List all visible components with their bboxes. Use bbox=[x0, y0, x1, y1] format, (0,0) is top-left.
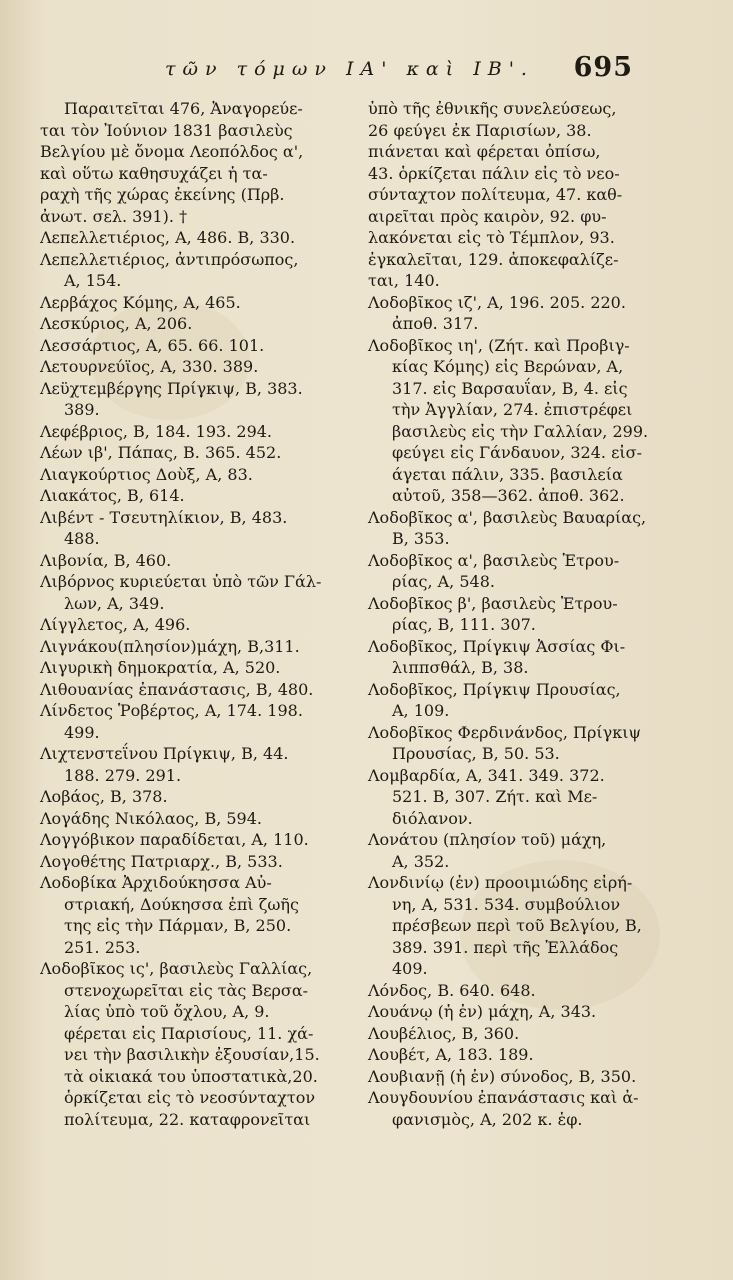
index-line: Προυσίας, Β, 50. 53. bbox=[392, 744, 560, 763]
index-line: βασιλεὺς εἰς τὴν Γαλλίαν, 299. bbox=[392, 421, 649, 441]
index-line: στενοχωρεῖται εἰς τὰς Βερσα- bbox=[64, 980, 309, 1000]
index-line: 499. bbox=[64, 722, 100, 742]
index-line: Α, 352. bbox=[392, 851, 450, 871]
index-line: Λοβάος, Β, 378. bbox=[40, 787, 168, 806]
index-line: Λίγγλετος, Α, 496. bbox=[40, 615, 191, 634]
index-line: Λουάνῳ (ἡ ἐν) μάχη, Α, 343. bbox=[368, 1002, 597, 1021]
index-line: τὰ οἰκιακά του ὑποστατικὰ,20. bbox=[64, 1066, 318, 1086]
index-line: της εἰς τὴν Πάρμαν, Β, 250. bbox=[64, 916, 292, 935]
index-line: Α, 154. bbox=[64, 271, 122, 290]
index-line: Λοδοβῖκος α', βασιλεὺς Βαυαρίας, bbox=[368, 507, 647, 527]
index-line: κίας Κόμης) εἰς Βερώναν, Α, bbox=[392, 357, 624, 376]
index-line: 409. bbox=[392, 959, 428, 978]
index-line: τὴν Ἀγγλίαν, 274. ἐπιστρέφει bbox=[392, 400, 633, 419]
index-line: Λογοθέτης Πατριαρχ., Β, 533. bbox=[40, 851, 283, 871]
index-line: ὑπὸ τῆς ἐθνικῆς συνελεύσεως, bbox=[368, 99, 617, 118]
page-header bbox=[0, 52, 733, 92]
index-line: 389. bbox=[64, 400, 100, 419]
index-line: Λιχτενστεΐνου Πρίγκιψ, Β, 44. bbox=[40, 744, 289, 763]
index-line: 317. εἰς Βαρσαυΐαν, Β, 4. εἰς bbox=[392, 378, 628, 398]
index-line: Λεϋχτεμβέργης Πρίγκιψ, Β, 383. bbox=[40, 378, 303, 398]
index-line: Λιβέντ - Τσευτηλίκιον, Β, 483. bbox=[40, 507, 288, 527]
index-line: πιάνεται καὶ φέρεται ὀπίσω, bbox=[368, 142, 601, 161]
index-line: Λεσκύριος, Α, 206. bbox=[40, 314, 193, 333]
index-line: Λοδοβῖκος, Πρίγκιψ Προυσίας, bbox=[368, 679, 621, 699]
index-line: νη, Α, 531. 534. συμβούλιον bbox=[392, 894, 621, 914]
index-line: αιρεῖται πρὸς καιρὸν, 92. φυ- bbox=[368, 206, 607, 226]
index-line: Λιβονία, Β, 460. bbox=[40, 550, 172, 570]
index-line: Λοδοβίκα Ἀρχιδούκησσα Αὐ- bbox=[40, 873, 272, 892]
index-column-right bbox=[368, 98, 668, 1130]
index-line: Λογγόβικον παραδίδεται, Α, 110. bbox=[40, 830, 309, 849]
index-line: Βελγίου μὲ ὄνομα Λεοπόλδος α', bbox=[40, 142, 304, 161]
index-line: ται, 140. bbox=[368, 271, 440, 290]
index-line: λίας ὑπὸ τοῦ ὄχλου, Α, 9. bbox=[64, 1002, 270, 1021]
index-line: Λουβέτ, Α, 183. 189. bbox=[368, 1045, 534, 1064]
index-line: αὐτοῦ, 358—362. ἀποθ. 362. bbox=[392, 486, 625, 505]
index-line: Λετουρνεύϊος, Α, 330. 389. bbox=[40, 357, 259, 376]
index-line: ραχὴ τῆς χώρας ἐκείνης (Πρβ. bbox=[40, 185, 285, 204]
index-line: πρέσβεων περὶ τοῦ Βελγίου, Β, bbox=[392, 916, 642, 935]
index-line: Λοδοβῖκος Φερδινάνδος, Πρίγκιψ bbox=[368, 722, 642, 742]
running-title: τῶν τόμων ΙΑ' καὶ ΙΒ'. bbox=[165, 58, 534, 80]
index-line: Λιαγκούρτιος Δοὺξ, Α, 83. bbox=[40, 464, 253, 484]
index-line: διόλανον. bbox=[392, 808, 473, 828]
index-line: λακόνεται εἰς τὸ Τέμπλον, 93. bbox=[368, 228, 615, 247]
index-line: στριακή, Δούκησσα ἐπὶ ζωῆς bbox=[64, 894, 299, 914]
index-line: Λιακάτος, Β, 614. bbox=[40, 486, 185, 505]
index-line: λων, Α, 349. bbox=[64, 593, 165, 613]
index-line: Λομβαρδία, Α, 341. 349. 372. bbox=[368, 765, 605, 785]
index-line: καὶ οὕτω καθησυχάζει ἡ τα- bbox=[40, 163, 268, 183]
index-line: Λιθουανίας ἐπανάστασις, Β, 480. bbox=[40, 679, 314, 699]
index-line: Λεφέβριος, Β, 184. 193. 294. bbox=[40, 421, 273, 441]
index-line: ται τὸν Ἰούνιον 1831 βασιλεὺς bbox=[40, 120, 293, 140]
index-line: ἀποθ. 317. bbox=[392, 314, 479, 333]
index-line: ἐγκαλεῖται, 129. ἀποκεφαλίζε- bbox=[368, 249, 619, 269]
index-line: Λοδοβῖκος β', βασιλεὺς Ἐτρου- bbox=[368, 593, 618, 613]
index-line: ρίας, Β, 111. 307. bbox=[392, 615, 536, 634]
index-column-left bbox=[40, 98, 340, 1130]
index-line: Λογάδης Νικόλαος, Β, 594. bbox=[40, 808, 262, 828]
index-line: νει τὴν βασιλικὴν ἐξουσίαν,15. bbox=[64, 1045, 320, 1064]
index-line: Λοδοβῖκος ις', βασιλεὺς Γαλλίας, bbox=[40, 959, 313, 978]
index-line: φανισμὸς, Α, 202 κ. ἑφ. bbox=[392, 1109, 583, 1129]
index-line: Α, 109. bbox=[392, 701, 450, 720]
index-line: 521. Β, 307. Ζήτ. καὶ Με- bbox=[392, 787, 598, 806]
index-line: Β, 353. bbox=[392, 529, 450, 548]
index-line: Λεπελλετιέριος, ἀντιπρόσωπος, bbox=[40, 249, 299, 269]
index-line: φεύγει εἰς Γάνδαυον, 324. εἰσ- bbox=[392, 443, 642, 462]
index-line: Λοδοβῖκος α', βασιλεὺς Ἐτρου- bbox=[368, 550, 620, 570]
index-line: Λοδοβῖκος, Πρίγκιψ Ἀσσίας Φι- bbox=[368, 636, 626, 656]
index-line: ὁρκίζεται εἰς τὸ νεοσύνταχτον bbox=[64, 1088, 316, 1107]
index-line: Παραιτεῖται 476, Ἀναγορεύε- bbox=[64, 99, 303, 118]
index-line: Λοδοβῖκος ιζ', Α, 196. 205. 220. bbox=[368, 292, 626, 312]
index-line: ρίας, Α, 548. bbox=[392, 572, 495, 591]
index-line: Λεσσάρτιος, Α, 65. 66. 101. bbox=[40, 335, 265, 355]
index-line: Λονάτου (πλησίον τοῦ) μάχη, bbox=[368, 830, 607, 849]
index-line: Λουβιανῇ (ἡ ἐν) σύνοδος, Β, 350. bbox=[368, 1066, 637, 1086]
index-line: Λουγδουνίου ἐπανάστασις καὶ ἀ- bbox=[368, 1088, 639, 1107]
index-line: λιππσθάλ, Β, 38. bbox=[392, 658, 529, 677]
index-line: Λεπελλετιέριος, Α, 486. Β, 330. bbox=[40, 228, 296, 247]
index-line: 251. 253. bbox=[64, 937, 141, 957]
index-line: Λιβόρνος κυριεύεται ὑπὸ τῶν Γάλ- bbox=[40, 572, 322, 591]
index-line: 188. 279. 291. bbox=[64, 765, 182, 785]
index-line: σύνταχτον πολίτευμα, 47. καθ- bbox=[368, 185, 623, 204]
index-line: Λιγνάκου(πλησίον)μάχη, Β,311. bbox=[40, 636, 300, 656]
index-line: Λέων ιβ', Πάπας, Β. 365. 452. bbox=[40, 443, 282, 462]
index-line: 26 φεύγει ἐκ Παρισίων, 38. bbox=[368, 120, 592, 140]
index-line: Λοδοβῖκος ιη', (Ζήτ. καὶ Προβιγ- bbox=[368, 335, 630, 355]
page-number: 695 bbox=[573, 52, 633, 83]
index-line: 389. 391. περὶ τῆς Ἑλλάδος bbox=[392, 937, 619, 957]
index-line: Λουβέλιος, Β, 360. bbox=[368, 1023, 520, 1043]
index-line: φέρεται εἰς Παρισίους, 11. χά- bbox=[64, 1023, 314, 1043]
index-line: πολίτευμα, 22. καταφρονεῖται bbox=[64, 1109, 311, 1129]
index-line: Λόνδος, Β. 640. 648. bbox=[368, 980, 536, 1000]
index-line: ἀνωτ. σελ. 391). † bbox=[40, 206, 188, 226]
index-line: Λονδινίῳ (ἐν) προοιμιώδης εἰρή- bbox=[368, 873, 633, 892]
index-line: 43. ὁρκίζεται πάλιν εἰς τὸ νεο- bbox=[368, 163, 620, 183]
index-line: Λερβάχος Κόμης, Α, 465. bbox=[40, 292, 241, 312]
index-line: Λιγυρικὴ δημοκρατία, Α, 520. bbox=[40, 658, 281, 677]
index-line: 488. bbox=[64, 529, 100, 548]
index-line: άγεται πάλιν, 335. βασιλεία bbox=[392, 464, 623, 484]
index-line: Λίνδετος Ῥοβέρτος, Α, 174. 198. bbox=[40, 701, 303, 720]
